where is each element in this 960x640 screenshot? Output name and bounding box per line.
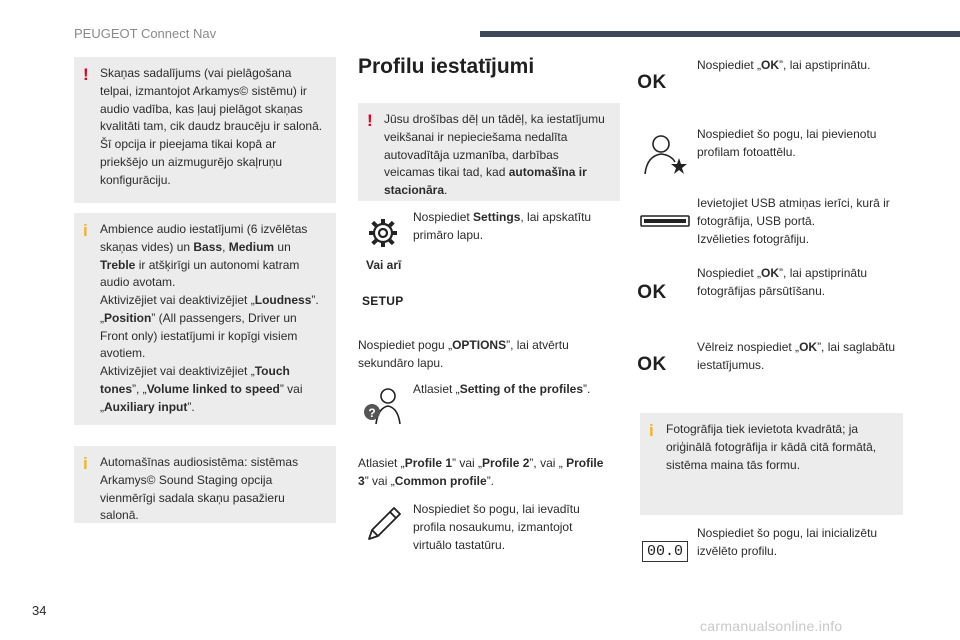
ok-button-icon [622, 68, 682, 98]
warning-icon: ! [367, 111, 373, 130]
info-icon: i [83, 221, 88, 240]
header-title: PEUGEOT Connect Nav [74, 26, 217, 41]
step-settings: Nospiediet Settings, lai apskatītu primāro lapu. [413, 210, 592, 242]
note-text: Ambience audio iestatījumi (6 izvēlētas skaņas vides) un Bass, Medium un Treble ir atšķirīgi un autonomi katram audio avotam. [100, 222, 308, 290]
note-text: Skaņas sadalījums (vai pielāgošana telpai, izmantojot Arkamys© sistēmu) ir audio vadība, kas ļauj pielāgot skaņas kvalitāti tam, cik daudz braucēju ir salonā. Šī opcija ir pieejama tikai kopā ar priekšējo un aizmugurējo skaļruņu konfigurāciju. [100, 66, 323, 187]
note-text: Jūsu drošības dēļ un tādēļ, ka iestatījumu veikšanai ir nepieciešama nedalīta autovadītāja uzmanība, darbības veicamas tikai tad, kad automašīna ir stacionāra. [384, 112, 605, 197]
step-add-photo: Nospiediet šo pogu, lai pievienotu profilam fotoattēlu. [697, 127, 877, 159]
step-enter-name: Nospiediet šo pogu, lai ievadītu profila nosaukumu, izmantojot virtuālo tastatūru. [413, 502, 580, 552]
info-note-ambience [74, 213, 336, 425]
pencil-icon [362, 502, 406, 546]
section-title: Profilu iestatījumi [358, 55, 535, 78]
step-insert-usb [697, 194, 912, 248]
ok-label: OK [637, 354, 667, 375]
note-text: Fotogrāfija tiek ievietota kvadrātā; ja oriģinālā fotogrāfija ir kādā citā formātā, sistēma maina tās formu. [666, 422, 877, 472]
ok-button-icon [622, 350, 682, 380]
note-text: Automašīnas audiosistēma: sistēmas Arkamys© Sound Staging opcija vienmērīgi sadala skaņu pasažieru salonā. [100, 455, 299, 523]
counter-label: 00.0 [642, 541, 688, 562]
profile-help-icon [360, 384, 404, 428]
page-number: 34 [32, 603, 47, 618]
svg-text:?: ? [368, 406, 376, 420]
step-confirm-transfer: Nospiediet „OK”, lai apstiprinātu fotogrāfijas pārsūtīšanu. [697, 266, 868, 298]
warning-note-sound-distribution [74, 57, 336, 203]
step-setting-of-profiles: Atlasiet „Setting of the profiles”. [413, 382, 591, 396]
note-text: „Position” (All passengers, Driver un Front only) iestatījumi ir kopīgi visiem avotiem. [100, 310, 298, 361]
add-photo-user-icon [640, 132, 690, 176]
ok-label: OK [637, 72, 667, 93]
settings-gear-icon [363, 215, 403, 251]
step-line: Ievietojiet USB atmiņas ierīci, kurā ir fotogrāfija, USB portā. [697, 196, 890, 228]
note-text: Aktivizējiet vai deaktivizējiet „Loudness”. [100, 293, 319, 307]
info-note-arkamys [74, 446, 336, 523]
step-confirm: Nospiediet „OK”, lai apstiprinātu. [697, 58, 871, 72]
step-options: Nospiediet pogu „OPTIONS”, lai atvērtu sekundāro lapu. [358, 338, 569, 370]
step-initialize: Nospiediet šo pogu, lai inicializētu izvēlēto profilu. [697, 526, 878, 558]
warning-icon: ! [83, 65, 89, 84]
step-save: Vēlreiz nospiediet „OK”, lai saglabātu iestatījumus. [697, 340, 896, 372]
info-icon: i [83, 454, 88, 473]
note-text: Aktivizējiet vai deaktivizējiet „Touch tones”, „Volume linked to speed” vai „Auxiliary input”. [100, 364, 303, 414]
step-line: Izvēlieties fotogrāfiju. [697, 232, 810, 246]
info-note-photo-format [640, 413, 903, 515]
warning-note-safety [358, 103, 620, 201]
ok-label: OK [637, 282, 667, 303]
usb-slot-icon [640, 210, 690, 232]
reset-counter-icon [640, 538, 690, 564]
watermark: carmanualsonline.info [700, 618, 843, 634]
ok-button-icon [622, 278, 682, 308]
setup-button-label: SETUP [362, 294, 404, 308]
info-icon: i [649, 421, 654, 440]
alternative-label: Vai arī [366, 258, 402, 272]
step-select-profile: Atlasiet „Profile 1” vai „Profile 2”, vai „ Profile 3” vai „Common profile”. [358, 456, 604, 488]
header-bar [480, 31, 960, 37]
